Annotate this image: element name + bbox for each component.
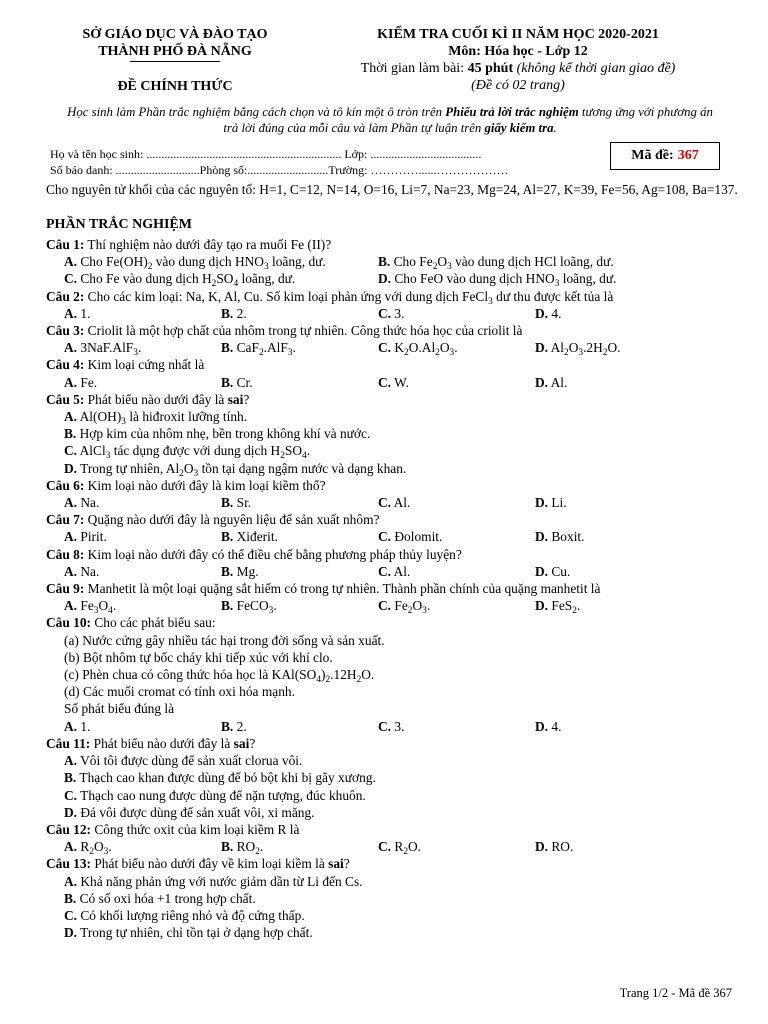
questions <box>46 236 758 941</box>
question-13: Câu 13: Phát biểu nào dưới đây về kim loại kiềm là sai? A. Khả năng phản ứng với nước giảm dần từ Li đến Cs. B. Có số oxi hóa +1 trong hợp chất. C. Có khối lượng riêng nhỏ và độ cứng thấp. D. Trong tự nhiên, chỉ tồn tại ở dạng hợp chất. <box>46 856 363 941</box>
time-note: (không kể thời gian giao đề) <box>513 61 676 76</box>
official-label: ĐỀ CHÍNH THỨC <box>117 79 233 94</box>
question-4: Câu 4: Kim loại cứng nhất là A. Fe. B. Cr. C. W. D. Al. <box>46 357 568 390</box>
exam-code-box <box>610 142 720 170</box>
question-6: Câu 6: Kim loại nào dưới đây là kim loại kiềm thổ? A. Na. B. Sr. C. Al. D. Li. <box>46 477 567 511</box>
room-label: Phòng số: <box>199 163 248 177</box>
page-footer: Trang 1/2 - Mã đề 367 <box>619 986 732 1000</box>
time-prefix: Thời gian làm bài: <box>360 61 468 76</box>
question-2: Câu 2: Cho các kim loại: Na, K, Al, Cu. Số kim loại phản ứng với dung dịch FeCl$_3$ dư thu được kết tủa là A. 1. B. 2. C. 3. D. 4. <box>46 288 614 321</box>
header-left <box>40 26 310 95</box>
instructions-answer-sheet: Phiếu trả lời trắc nghiệm <box>445 105 579 119</box>
question-12: Câu 12: Công thức oxit của kim loại kiềm R là A. $R_2O_3$. B. $RO_2$. C. $R_2O$. D. RO. <box>46 821 574 858</box>
instructions <box>60 104 720 136</box>
time-value: 45 phút <box>467 61 514 76</box>
pages-note: (Đề có 02 trang) <box>471 78 565 93</box>
instructions-text: Học sinh làm Phần trắc nghiệm bằng cách chọn và tô kín một ô tròn trên <box>67 105 446 119</box>
header-right <box>318 26 718 94</box>
name-field[interactable]: ................................................................. <box>146 147 342 161</box>
instructions-test-paper: giấy kiểm tra <box>484 121 554 135</box>
question-10: Câu 10: Cho các phát biểu sau: (a) Nước cứng gây nhiều tác hại trong đời sống và sản xuất. (b) Bột nhôm tự bốc cháy khi tiếp xúc với khí clo. (c) Phèn chua có công thức hóa học là $KAl(SO_4)_2.12H_2O$. (d) Các muối cromat có tính oxi hóa mạnh. Số phát biểu đúng là A. 1. B. 2. C. 3. D. 4. <box>46 615 562 734</box>
exam-code-label: Mã đề: <box>631 148 674 163</box>
student-info <box>50 146 508 178</box>
question-9: Câu 9: Manhetit là một loại quặng sắt hiếm có trong tự nhiên. Thành phần chính của quặng manhetit là A. $Fe_3O_4$. B. FeCO$_3$. C. $Fe_2O_3$. D. FeS$_2$. <box>46 581 601 617</box>
sbd-label: Số báo danh: <box>50 163 116 177</box>
exam-code-value: 367 <box>677 148 699 163</box>
question-7: Câu 7: Quặng nào dưới đây là nguyên liệu để sản xuất nhôm? A. Pirit. B. Xiđerit. C. Đolomit. D. Boxit. <box>46 512 585 545</box>
subject-line: Môn: Hóa học - Lớp 12 <box>448 44 588 59</box>
section-title: PHẦN TRẮC NGHIỆM <box>46 217 192 232</box>
divider <box>130 61 220 62</box>
department-name: SỞ GIÁO DỤC VÀ ĐÀO TẠO <box>82 27 268 42</box>
time-line <box>318 60 718 77</box>
room-field[interactable]: ........................... <box>247 163 329 177</box>
school-field[interactable]: …………......……………… <box>370 163 509 177</box>
question-1: Câu 1: Thí nghiệm nào dưới đây tạo ra muối Fe (II)? A. Cho $Fe(OH)_2$ vào dung dịch $HNO_3$ loãng, dư. B. Cho $Fe_2O_3$ vào dung dịch HCl loãng, dư. C. Cho Fe vào dung dịch $H_2SO_4$ loãng, dư. D. Cho FeO vào dung dịch $HNO_3$ loãng, dư. <box>46 237 617 290</box>
school-label: Trường: <box>328 163 371 177</box>
city-name: THÀNH PHỐ ĐÀ NẴNG <box>98 44 252 59</box>
instructions-text: . <box>553 121 557 135</box>
instructions-text: tương ứng với phương án trả lời đúng của mỗi câu và làm Phần tự luận trên <box>223 105 713 135</box>
name-label: Họ và tên học sinh: <box>50 147 147 161</box>
question-8: Câu 8: Kim loại nào dưới đây có thể điều chế bằng phương pháp thủy luyện? A. Na. B. Mg. C. Al. D. Cu. <box>46 546 571 579</box>
sbd-field[interactable]: ............................ <box>115 163 200 177</box>
exam-title: KIỂM TRA CUỐI KÌ II NĂM HỌC 2020-2021 <box>377 27 659 42</box>
atomic-masses: Cho nguyên tử khối của các nguyên tố: H=1, C=12, N=14, O=16, Li=7, Na=23, Mg=24, Al=27, K=39, Fe=56, Ag=108, Ba=137. <box>46 182 738 197</box>
question-5: Câu 5: Phát biểu nào dưới đây là sai? A. $Al(OH)_3$ là hiđroxit lưỡng tính. B. Hợp kim của nhôm nhẹ, bền trong không khí và nước. C. AlCl$_3$ tác dụng được với dung dịch $H_2SO_4$. D. Trong tự nhiên, $Al_2O_3$ tồn tại dạng ngậm nước và dạng khan. <box>46 391 407 479</box>
question-11: Câu 11: Phát biểu nào dưới đây là sai? A. Vôi tôi được dùng để sản xuất clorua vôi. B. Thạch cao khan được dùng để bó bột khi bị gãy xương. C. Thạch cao nung được dùng để nặn tượng, đúc khuôn. D. Đá vôi được dùng để sản xuất vôi, xi măng. <box>46 735 376 820</box>
class-field[interactable]: ..................................... <box>370 147 482 161</box>
class-label: Lớp: <box>341 147 371 161</box>
question-3: Câu 3: Criolit là một hợp chất của nhôm trong tự nhiên. Công thức hóa học của criolit là A. 3NaF.AlF$_3$. B. CaF$_2$.AlF$_3$. C. $K_2O.Al_2O_3$. D. $Al_2O_3.2H_2O$. <box>46 323 621 359</box>
